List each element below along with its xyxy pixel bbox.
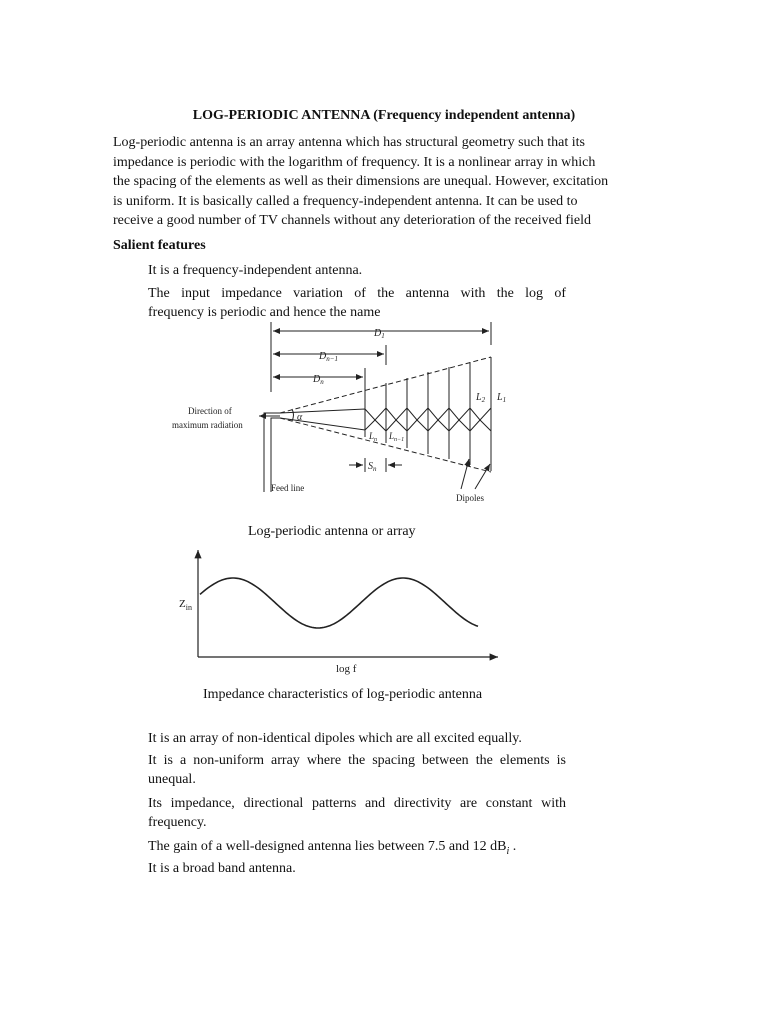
svg-text:Sn [368, 461, 377, 473]
intro-line: is uniform. It is basically called a frequency-independent antenna. It can be used to [113, 193, 578, 209]
feature-line: Its impedance, directional patterns and directivity are constant with [148, 796, 566, 811]
page-title: LOG-PERIODIC ANTENNA (Frequency independent antenna) [192, 108, 576, 123]
l2-label: L [476, 392, 482, 403]
svg-text:Dn [312, 374, 324, 386]
svg-text:Dn−1 [318, 351, 338, 363]
y-axis-label-sub: in [185, 603, 192, 612]
gain-text: The gain of a well-designed antenna lies between 7.5 and 12 dB [148, 839, 507, 854]
impedance-curve [200, 578, 478, 628]
feature-line: The input impedance variation of the antenna with the log of [148, 286, 566, 301]
gain-sub: i [506, 845, 510, 857]
d1-sub: 1 [381, 332, 385, 340]
gain-end: . [509, 839, 517, 854]
feed-line-label: Feed line [271, 483, 305, 493]
feature-item: It is an array of non-identical dipoles which are all excited equally. [148, 731, 522, 746]
svg-text:Ln−1 [388, 431, 404, 443]
direction-label-line2: maximum radiation [172, 420, 243, 430]
l2-sub: 2 [481, 396, 486, 404]
l1-sub: 1 [502, 396, 507, 404]
svg-text:L2 [475, 392, 486, 404]
antenna-diagram [160, 318, 520, 508]
x-axis-label: log f [336, 663, 357, 675]
section-heading: Salient features [113, 238, 206, 253]
dn-label: D [313, 374, 321, 385]
svg-text:D1 [373, 328, 385, 340]
figure2-caption: Impedance characteristics of log-periodic antenna [203, 687, 483, 702]
y-axis-label: Z [179, 598, 186, 610]
feature-item [148, 751, 566, 789]
feature-line: frequency is periodic and hence the name [148, 305, 381, 320]
feature-item [148, 794, 566, 832]
feature-line: unequal. [148, 772, 196, 787]
impedance-graph [170, 545, 510, 680]
ln-label: L [369, 431, 375, 441]
feature-line: frequency. [148, 815, 207, 830]
feature-item: It is a broad band antenna. [148, 861, 296, 876]
alpha-label: α [297, 412, 303, 423]
feature-item: It is a frequency-independent antenna. [148, 263, 363, 278]
sn-sub: n [373, 465, 377, 473]
l1-label: L [497, 392, 503, 403]
intro-line: receive a good number of TV channels without any deterioration of the received field [113, 213, 592, 228]
dipoles-label: Dipoles [456, 493, 484, 503]
feature-line: It is a non-uniform array where the spacing between the elements is [148, 753, 566, 768]
sn-label: S [368, 461, 373, 472]
d1-label: D [374, 328, 382, 339]
dn1-sub: n−1 [326, 355, 338, 363]
intro-line: the spacing of the elements as well as their dimensions are unequal. However, excitation [113, 174, 609, 189]
svg-text:L1 [496, 392, 506, 404]
intro-paragraph [113, 133, 628, 231]
ln1-label: L [389, 431, 395, 441]
dn-sub: n [320, 378, 324, 386]
intro-line: Log-periodic antenna is an array antenna which has structural geometry such that its [113, 135, 585, 150]
ln-sub: n [374, 437, 378, 443]
ln1-sub: n−1 [394, 437, 405, 443]
figure1-caption: Log-periodic antenna or array [248, 524, 416, 539]
intro-line: impedance is periodic with the logarithm of frequency. It is a nonlinear array in which [113, 154, 596, 170]
feed-line-wire [264, 413, 280, 492]
feature-item [148, 837, 566, 861]
direction-label-line1: Direction of [188, 406, 232, 416]
svg-text:Zin [179, 598, 192, 612]
dn1-label: D [319, 351, 327, 362]
feature-item [148, 284, 566, 322]
